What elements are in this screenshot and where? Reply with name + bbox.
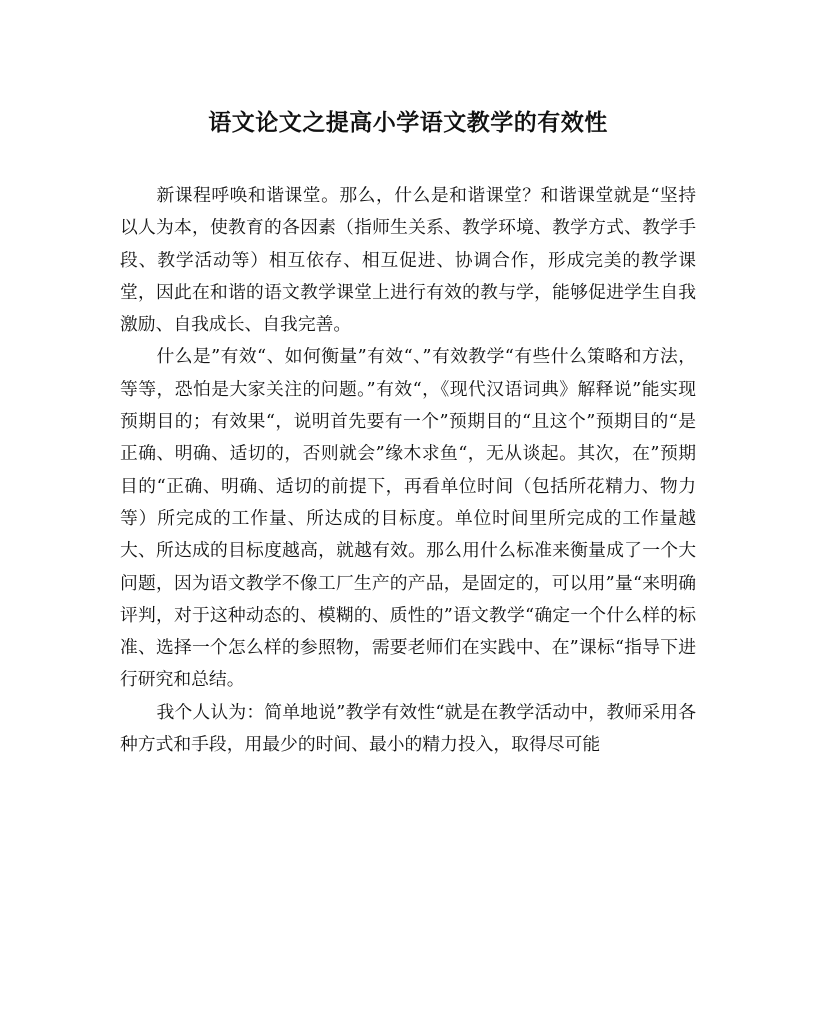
- document-body: [120, 180, 696, 761]
- document-title: 语文论文之提高小学语文教学的有效性: [208, 109, 608, 136]
- paragraph-1: 新课程呼唤和谐课堂。那么，什么是和谐课堂？和谐课堂就是“坚持以人为本，使教育的各因素（指师生关系、教学环境、教学方式、教学手段、教学活动等）相互依存、相互促进、协调合作，形成完美的教学课堂，因此在和谐的语文教学课堂上进行有效的教与学，能够促进学生自我激励、自我成长、自我完善。: [120, 185, 696, 336]
- paragraph-3: 我个人认为：简单地说”教学有效性“就是在教学活动中，教师采用各种方式和手段，用最少的时间、最小的精力投入，取得尽可能: [120, 701, 696, 756]
- paragraph-2: 什么是”有效“、如何衡量”有效“、”有效教学“有些什么策略和方法，等等，恐怕是大家关注的问题。”有效“，《现代汉语词典》解释说”能实现预期目的；有效果“，说明首先要有一个”预期目的“且这个”预期目的“是正确、明确、适切的，否则就会”缘木求鱼“，无从谈起。其次，在”预期目的“正确、明确、适切的前提下，再看单位时间（包括所花精力、物力等）所完成的工作量、所达成的目标度。单位时间里所完成的工作量越大、所达成的目标度越高，就越有效。那么用什么标准来衡量成了一个大问题，因为语文教学不像工厂生产的产品，是固定的，可以用”量“来明确评判，对于这种动态的、模糊的、质性的”语文教学“确定一个什么样的标准、选择一个怎么样的参照物，需要老师们在实践中、在”课标“指导下进行研究和总结。: [120, 346, 696, 691]
